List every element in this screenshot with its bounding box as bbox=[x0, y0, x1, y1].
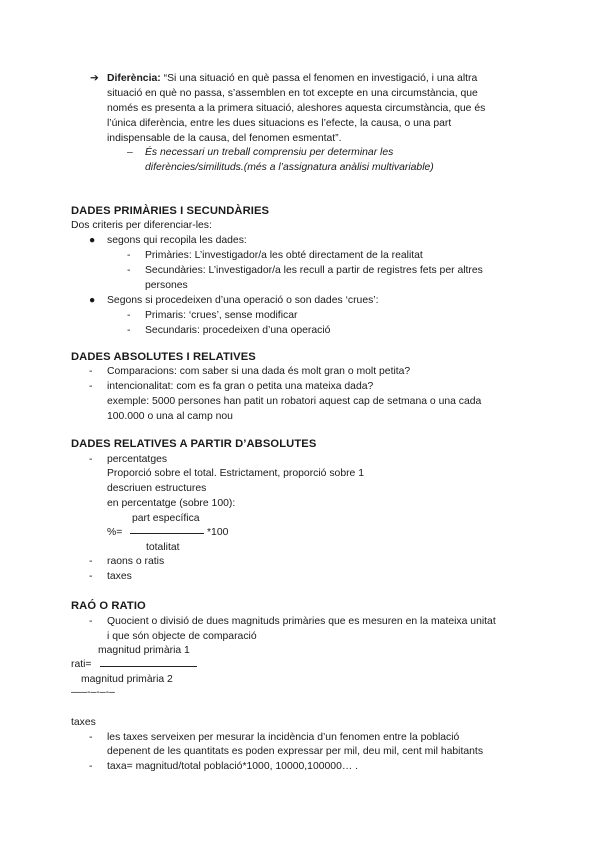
percent-formula-denominator: totalitat bbox=[146, 542, 180, 553]
note-line-2: diferències/similituds.(més a l’assignatura anàlisi multivariable) bbox=[145, 162, 434, 173]
criterion-2: Segons si procedeixen d’una operació o son dades ‘crues’: bbox=[107, 295, 379, 306]
definition-term: Diferència: bbox=[107, 73, 161, 84]
list-item-raons: raons o ratis bbox=[107, 556, 165, 567]
ratio-formula-denominator: magnitud primària 2 bbox=[81, 674, 173, 685]
list-item: Secundaris: procedeixen d’una operació bbox=[145, 325, 331, 336]
list-item: Secundàries: L’investigador/a les recull a partir de registres fets per altres bbox=[145, 265, 483, 276]
taxes-desc-1: les taxes serveixen per mesurar la incidència d’un fenomen entre la població bbox=[107, 732, 460, 743]
list-item-continuation: persones bbox=[145, 280, 188, 291]
fraction-bar bbox=[100, 666, 197, 667]
arrow-bullet-icon: ➔ bbox=[90, 73, 99, 84]
dash: - bbox=[89, 366, 93, 377]
percent-desc-3: en percentatge (sobre 100): bbox=[107, 498, 236, 509]
dash: - bbox=[89, 732, 93, 743]
fraction-bar bbox=[130, 533, 204, 534]
dash: - bbox=[127, 325, 131, 336]
percent-formula-lhs: %= bbox=[107, 527, 123, 538]
list-item-percentatges: percentatges bbox=[107, 454, 168, 465]
ratio-formula-numerator: magnitud primària 1 bbox=[98, 645, 190, 656]
dash: - bbox=[89, 381, 93, 392]
dash: - bbox=[89, 571, 93, 582]
dash: - bbox=[89, 556, 93, 567]
list-item: Primàries: L’investigador/a les obté directament de la realitat bbox=[145, 250, 423, 261]
taxes-formula: taxa= magnitud/total població*1000, 10000,100000… . bbox=[107, 761, 359, 772]
example-line-1: exemple: 5000 persones han patit un robatori aquest cap de setmana o una cada bbox=[107, 396, 482, 407]
list-item: intencionalitat: com es fa gran o petita una mateixa dada? bbox=[107, 381, 374, 392]
dash: - bbox=[127, 310, 131, 321]
dash: - bbox=[127, 250, 131, 261]
percent-desc-1: Proporció sobre el total. Estrictament, proporció sobre 1 bbox=[107, 468, 365, 479]
intro-line-3: només es presenta a la primera situació, aleshores aquesta circumstància, que és bbox=[107, 103, 486, 114]
percent-desc-2: descriuen estructures bbox=[107, 483, 207, 494]
dash: - bbox=[127, 265, 131, 276]
ratio-formula-lhs: rati= bbox=[71, 659, 92, 670]
definition-text: “Si una situació en què passa el fenomen en investigació, i una altra bbox=[160, 73, 478, 84]
example-line-2: 100.000 o una al camp nou bbox=[107, 411, 233, 422]
note-line-1: És necessari un treball comprensiu per determinar les bbox=[145, 147, 394, 158]
divider-line: —–-–-–-– bbox=[71, 687, 115, 698]
section-title-ratio: RAÓ O RATIO bbox=[71, 600, 146, 612]
section-title-relative-from-absolute: DADES RELATIVES A PARTIR D’ABSOLUTES bbox=[71, 438, 317, 450]
intro-line-1 bbox=[107, 72, 477, 86]
taxes-desc-2: depenent de les quantitats es poden expressar per mil, deu mil, cent mil habitants bbox=[107, 746, 484, 757]
list-item: Comparacions: com saber si una dada és molt gran o molt petita? bbox=[107, 366, 411, 377]
list-item: Primaris: ‘crues’, sense modificar bbox=[145, 310, 298, 321]
ratio-definition-1: Quocient o divisió de dues magnituds primàries que es mesuren en la mateixa unitat bbox=[107, 616, 496, 627]
list-item-taxes: taxes bbox=[107, 571, 132, 582]
dash: - bbox=[89, 761, 93, 772]
dash: - bbox=[89, 616, 93, 627]
ratio-definition-2: i que són objecte de comparació bbox=[107, 631, 257, 642]
note-dash: – bbox=[127, 147, 133, 158]
taxes-label: taxes bbox=[71, 717, 96, 728]
intro-line-2: situació en què no passa, s’assemblen en tot excepte en una circumstància, que bbox=[107, 88, 478, 99]
bullet-icon: ● bbox=[89, 235, 96, 246]
intro-line-4: l’única diferència, entre les dues situacions es l’efecte, la causa, o una part bbox=[107, 118, 452, 129]
dash: - bbox=[89, 454, 93, 465]
criterion-1: segons qui recopila les dades: bbox=[107, 235, 247, 246]
bullet-icon: ● bbox=[89, 295, 96, 306]
criteria-intro: Dos criteris per diferenciar-les: bbox=[71, 220, 212, 231]
section-title-primary-secondary: DADES PRIMÀRIES I SECUNDÀRIES bbox=[71, 205, 270, 217]
section-title-absolute-relative: DADES ABSOLUTES I RELATIVES bbox=[71, 351, 256, 363]
percent-formula-rhs: *100 bbox=[207, 527, 229, 538]
percent-formula-numerator: part específica bbox=[132, 513, 200, 524]
intro-line-5: indispensable de la causa, del fenomen esmentat”. bbox=[107, 133, 342, 144]
